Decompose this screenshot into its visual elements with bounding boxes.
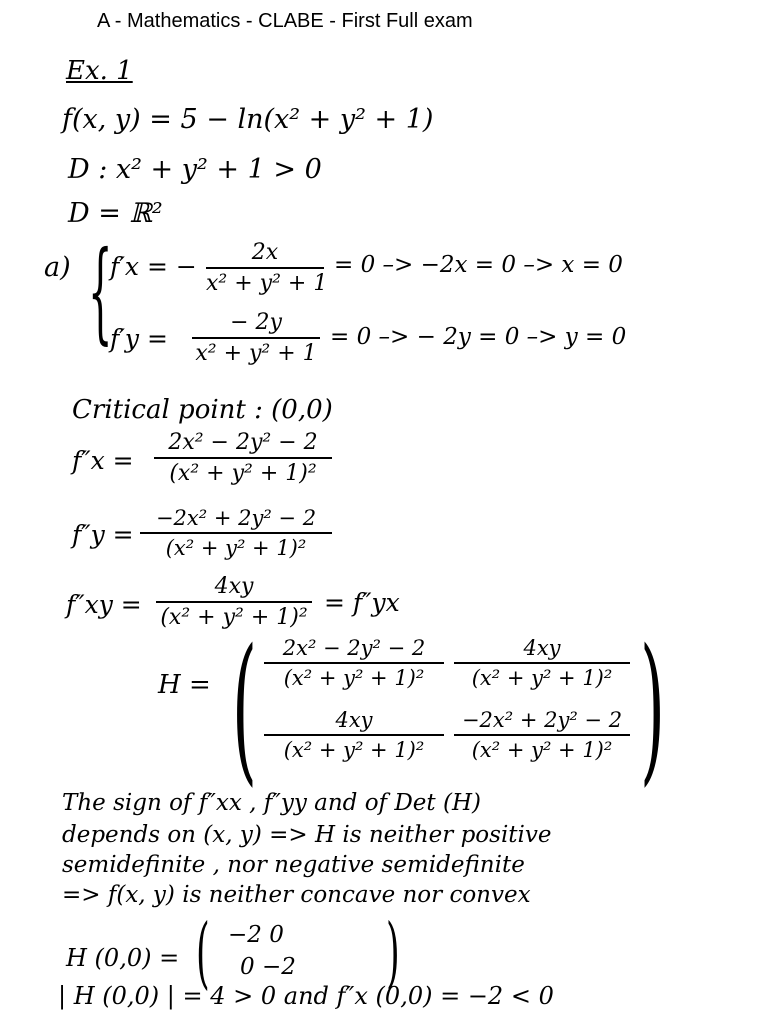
conclusion-line-3: semidefinite , nor negative semidefinite: [62, 852, 525, 878]
fy-partial-label: f′y =: [110, 324, 168, 353]
hessian-a21-num: 4xy: [335, 708, 373, 732]
hessian-a12-den: (x² + y² + 1)²: [471, 666, 613, 690]
hessian-left-paren: (: [232, 614, 257, 801]
h00-label: H (0,0) =: [66, 944, 180, 972]
fx-fraction-bar: [206, 267, 324, 269]
fyy-fraction-bar: [140, 532, 332, 534]
fxx-label: f″x =: [72, 446, 134, 475]
hessian-a22-bar: [454, 734, 630, 736]
fxx-fraction: [154, 430, 332, 486]
h00-row-1: −2 0: [228, 922, 284, 948]
fx-partial-label: f′x = −: [110, 252, 197, 281]
fy-fraction-bar: [192, 337, 320, 339]
fx-fraction: [206, 240, 328, 296]
domain-set: D = ℝ²: [68, 198, 163, 229]
h00-left-paren: (: [196, 908, 210, 998]
conclusion-line-1: The sign of f″xx , f″yy and of Det (H): [62, 790, 481, 816]
fy-denominator: x² + y² + 1: [195, 341, 317, 366]
fy-numerator: − 2y: [230, 310, 282, 335]
hessian-a22-den: (x² + y² + 1)²: [471, 738, 613, 762]
fxy-numerator: 4xy: [214, 574, 254, 599]
hessian-a11-den: (x² + y² + 1)²: [283, 666, 425, 690]
hessian-a21: [264, 708, 444, 762]
h00-row-2: 0 −2: [240, 954, 296, 980]
exam-header: A - Mathematics - CLABE - First Full exam: [97, 10, 473, 32]
fx-denominator: x² + y² + 1: [206, 271, 328, 296]
final-condition: | H (0,0) | = 4 > 0 and f″x (0,0) = −2 < 0: [58, 982, 554, 1010]
fxx-fraction-bar: [154, 457, 332, 459]
hessian-right-paren: ): [640, 614, 665, 801]
fy-fraction: [192, 310, 320, 366]
fyy-label: f″y =: [72, 520, 134, 549]
hessian-a21-den: (x² + y² + 1)²: [283, 738, 425, 762]
critical-point: Critical point : (0,0): [72, 395, 333, 425]
fx-equation: = 0 –> −2x = 0 –> x = 0: [334, 252, 623, 278]
fyy-denominator: (x² + y² + 1)²: [165, 536, 307, 560]
conclusion-line-2: depends on (x, y) => H is neither positive: [62, 822, 552, 848]
hessian-a12: [454, 636, 630, 690]
hessian-a11-bar: [264, 662, 444, 664]
fyy-fraction: [140, 506, 332, 560]
hessian-a21-bar: [264, 734, 444, 736]
fy-equation: = 0 –> − 2y = 0 –> y = 0: [330, 324, 627, 350]
exercise-title: Ex. 1: [66, 56, 133, 86]
fx-numerator: 2x: [251, 240, 279, 265]
hessian-a12-num: 4xy: [523, 636, 561, 660]
function-definition: f(x, y) = 5 − ln(x² + y² + 1): [62, 104, 434, 135]
hessian-label: H =: [158, 670, 211, 700]
fxy-denominator: (x² + y² + 1)²: [160, 605, 308, 630]
hessian-a11: [264, 636, 444, 690]
part-a-label: a): [44, 252, 71, 283]
domain-condition: D : x² + y² + 1 > 0: [68, 154, 322, 185]
fyy-numerator: −2x² + 2y² − 2: [155, 506, 317, 530]
fxy-label: f″xy =: [66, 590, 142, 619]
h00-right-paren: ): [386, 908, 400, 998]
fxy-symmetry: = f″yx: [324, 588, 400, 617]
hessian-a12-bar: [454, 662, 630, 664]
system-brace: {: [88, 227, 113, 355]
fxy-fraction-bar: [156, 601, 312, 603]
hessian-a22-num: −2x² + 2y² − 2: [461, 708, 623, 732]
fxx-numerator: 2x² − 2y² − 2: [168, 430, 318, 455]
hessian-a22: [454, 708, 630, 762]
hessian-a11-num: 2x² − 2y² − 2: [282, 636, 426, 660]
fxx-denominator: (x² + y² + 1)²: [169, 461, 317, 486]
conclusion-line-4: => f(x, y) is neither concave nor convex: [62, 882, 531, 908]
